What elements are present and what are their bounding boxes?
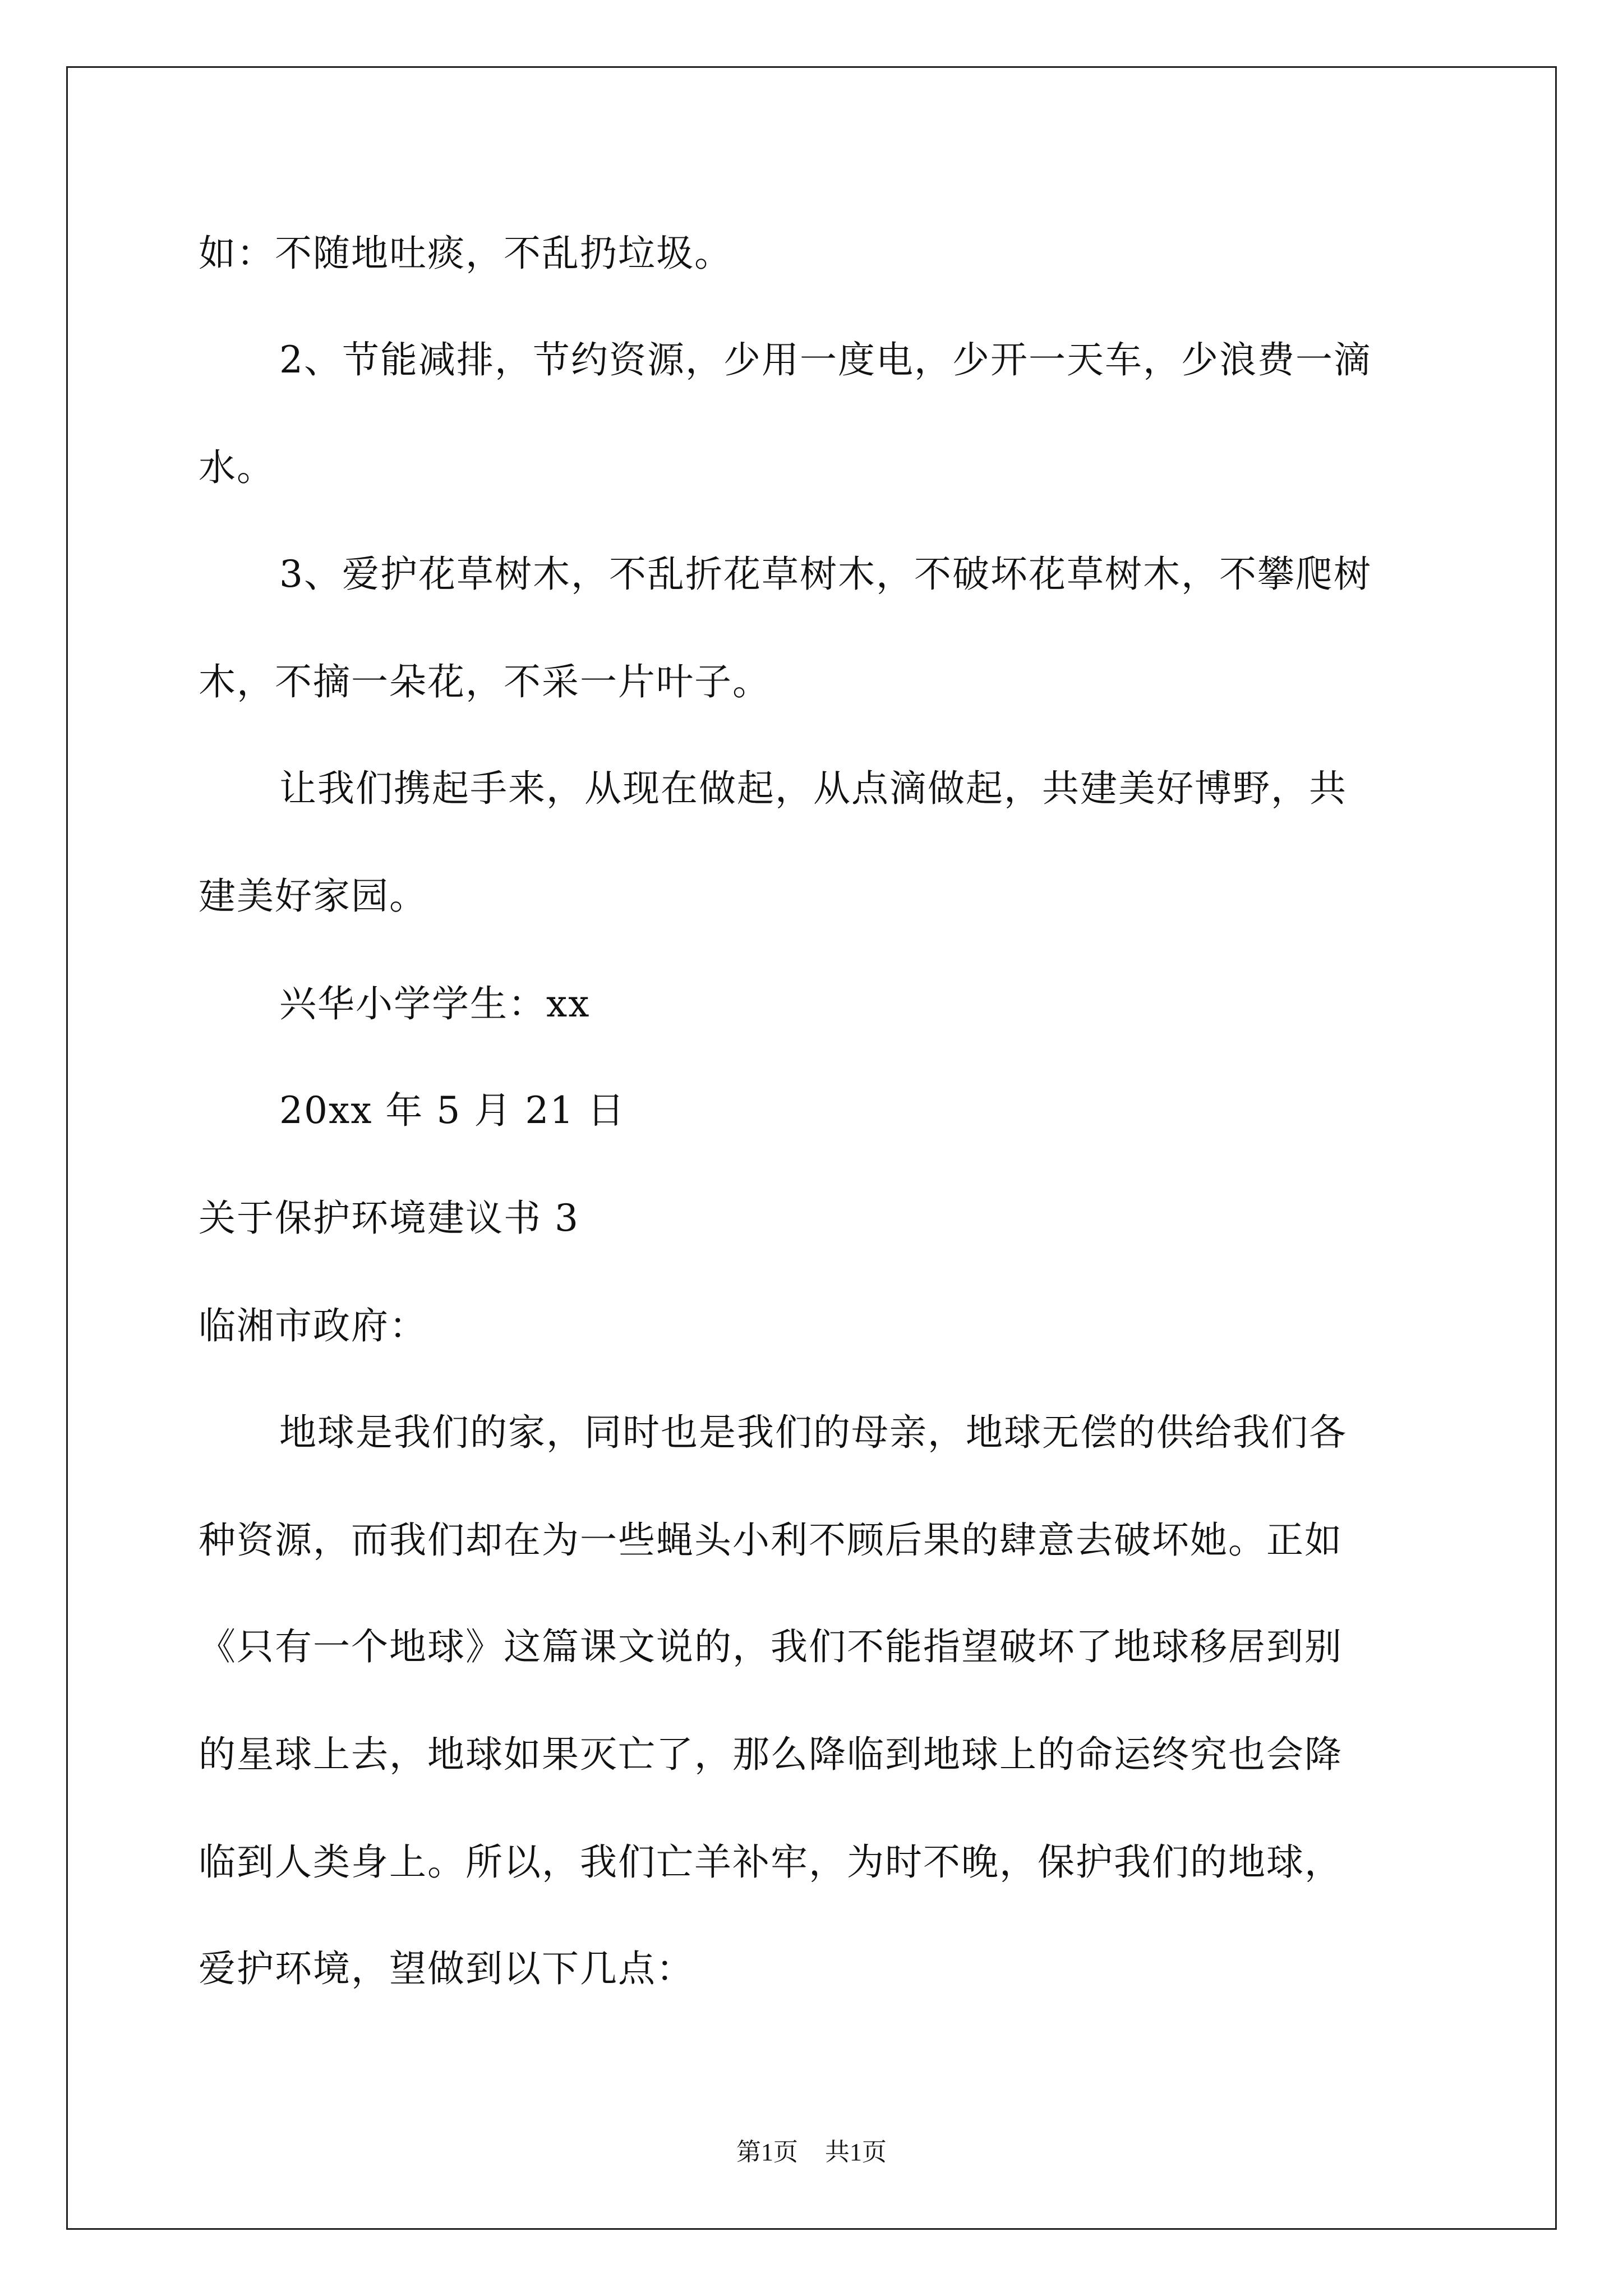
text-line: 的星球上去，地球如果灭亡了，那么降临到地球上的命运终究也会降	[199, 1733, 1343, 1776]
text-line: 建美好家园。	[199, 875, 427, 918]
text-line: 种资源，而我们却在为一些蝇头小利不顾后果的肆意去破坏她。正如	[199, 1519, 1343, 1562]
signature-line: 兴华小学学生：xx	[279, 982, 591, 1025]
text-line: 水。	[199, 446, 275, 489]
text-line: 临到人类身上。所以，我们亡羊补牢，为时不晚，保护我们的地球，	[199, 1841, 1343, 1884]
text-line: 地球是我们的家，同时也是我们的母亲，地球无偿的供给我们各	[279, 1411, 1347, 1454]
salutation: 临湘市政府：	[199, 1304, 427, 1347]
text-line: 《只有一个地球》这篇课文说的，我们不能指望破坏了地球移居到别	[199, 1625, 1343, 1668]
text-line: 让我们携起手来，从现在做起，从点滴做起，共建美好博野，共	[279, 767, 1347, 810]
date-line: 20xx 年 5 月 21 日	[279, 1089, 626, 1132]
text-line: 爱护环境，望做到以下几点：	[199, 1947, 694, 1990]
text-line: 3、爱护花草树木，不乱折花草树木，不破坏花草树木，不攀爬树	[279, 553, 1372, 596]
page-number: 第1页	[736, 2138, 798, 2166]
text-line: 木，不摘一朵花，不采一片叶子。	[199, 660, 771, 703]
page-border	[66, 66, 1557, 2230]
page-footer	[0, 2138, 1623, 2166]
section-title: 关于保护环境建议书 3	[199, 1197, 579, 1240]
text-line: 2、节能减排，节约资源，少用一度电，少开一天车，少浪费一滴	[279, 338, 1372, 381]
page-total: 共1页	[825, 2138, 887, 2166]
text-line: 如：不随地吐痰，不乱扔垃圾。	[199, 232, 732, 275]
